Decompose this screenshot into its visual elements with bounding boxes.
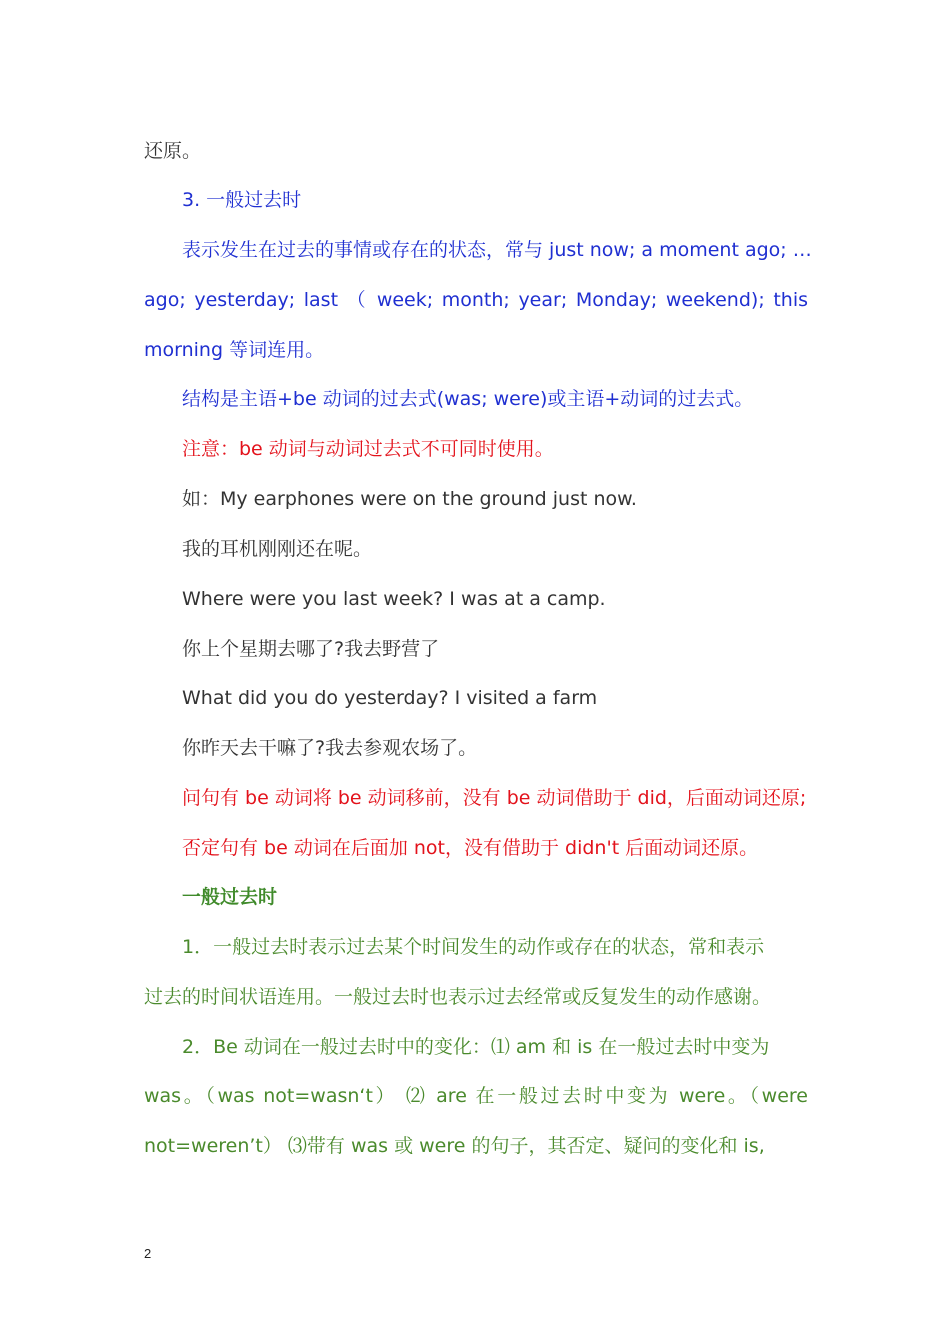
example-sentence-en: 如：My earphones were on the ground just now. (182, 488, 637, 510)
text-line-time-words: ago; yesterday; last （ week; month; year; Monday; weekend); this (144, 289, 808, 311)
example-sentence-zh: 你上个星期去哪了?我去野营了 (182, 638, 440, 660)
text-line-green: 2．Be 动词在一般过去时中的变化：⑴ am 和 is 在一般过去时中变为 (182, 1036, 770, 1058)
page-number: 2 (144, 1246, 152, 1261)
text-line-continuation: 还原。 (144, 140, 202, 162)
text-line-green: not=weren’t） ⑶带有 was 或 were 的句子，其否定、疑问的变化和 is, (144, 1135, 765, 1157)
rule-negative: 否定句有 be 动词在后面加 not，没有借助于 didn't 后面动词还原。 (182, 837, 759, 859)
section-heading-green: 一般过去时 (182, 886, 278, 908)
text-line-definition: 表示发生在过去的事情或存在的状态，常与 just now; a moment ago; … (182, 239, 812, 261)
example-sentence-en: Where were you last week? I was at a camp. (182, 588, 606, 610)
text-line-time-words-end: morning 等词连用。 (144, 339, 325, 361)
example-sentence-zh: 你昨天去干嘛了?我去参观农场了。 (182, 737, 478, 759)
text-line-green: was。（was not=wasn‘t） ⑵ are 在一般过去时中变为 were。（were (144, 1085, 808, 1107)
rule-question: 问句有 be 动词将 be 动词移前，没有 be 动词借助于 did，后面动词还原; (182, 787, 807, 809)
example-sentence-zh: 我的耳机刚刚还在呢。 (182, 538, 373, 560)
text-line-green: 过去的时间状语连用。一般过去时也表示过去经常或反复发生的动作感谢。 (144, 986, 772, 1008)
text-line-note: 注意：be 动词与动词过去式不可同时使用。 (182, 438, 554, 460)
text-line-structure: 结构是主语+be 动词的过去式(was; were)或主语+动词的过去式。 (182, 388, 754, 410)
text-line-green: 1．一般过去时表示过去某个时间发生的动作或存在的状态，常和表示 (182, 936, 765, 958)
example-sentence-en: What did you do yesterday? I visited a farm (182, 687, 598, 709)
section-heading-past-tense: 3. 一般过去时 (182, 189, 302, 211)
